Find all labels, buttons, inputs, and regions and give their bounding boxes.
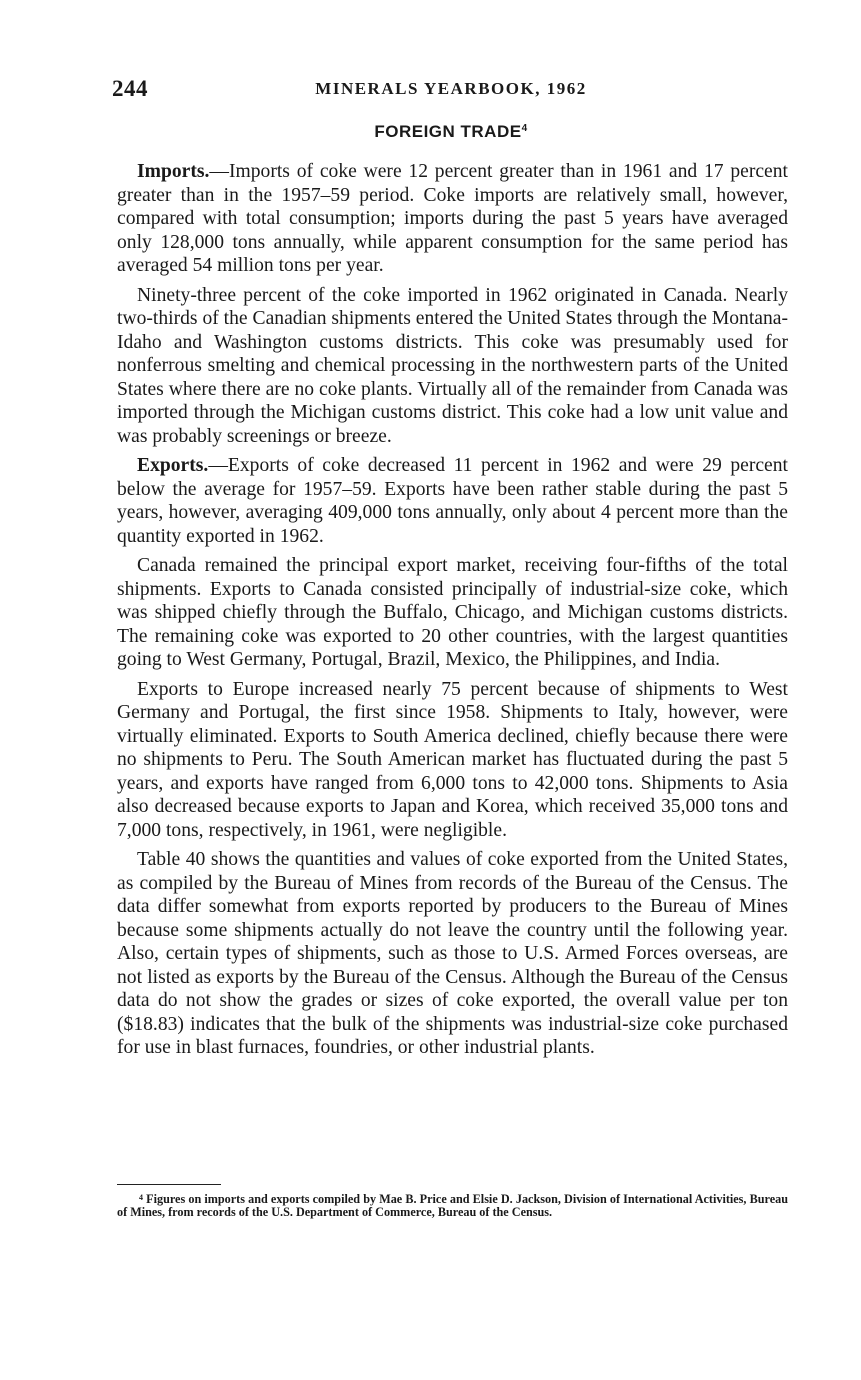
paragraph-text: —Imports of coke were 12 percent greater than in 1961 and 17 percent greater than in the 1957–59 period. Coke imports are relatively small, however, compared with total consumption; imports during the past 5 years have averaged only 128,000 tons annually, while apparent consumption for the same period has averaged 54 million tons per year. [117,161,788,276]
paragraph-canada-imports [117,284,788,449]
footnote-reference: 4 [521,123,528,134]
paragraph-lead: Imports. [137,161,210,182]
paragraph-text: Table 40 shows the quantities and values of coke exported from the United States, as compiled by the Bureau of Mines from records of the Bureau of the Census. The data differ somewhat from exports reported by producers to the Bureau of Mines because some shipments actually do not leave the country until the following year. Also, certain types of shipments, such as those to U.S. Armed Forces overseas, are not listed as exports by the Bureau of the Census. Although the Bureau of the Census data do not show the grades or sizes of coke exported, the overall value per ton ($18.83) indicates that the bulk of the shipments was industrial-size coke purchased for use in blast furnaces, foundries, or other industrial plants. [117,849,788,1058]
paragraph-europe-exports [117,678,788,843]
paragraph-text: —Exports of coke decreased 11 percent in 1962 and were 29 percent below the average for 1957–59. Exports have been rather stable during the past 5 years, however, averaging 409,000 tons annually, only about 4 percent more than the quantity exported in 1962. [117,455,788,547]
footnote-divider [117,1184,221,1185]
body-text [117,160,788,1066]
paragraph-text: Ninety-three percent of the coke imported in 1962 originated in Canada. Nearly two-thirds of the Canadian shipments entered the United States through the Montana-Idaho and Washington customs districts. This coke was presumably used for nonferrous smelting and chemical processing in the northwestern parts of the United States where there are no coke plants. Virtually all of the remainder from Canada was imported through the Michigan customs district. This coke had a low unit value and was probably screenings or breeze. [117,284,788,447]
journal-title: MINERALS YEARBOOK, 1962 [315,79,587,98]
paragraph-lead: Exports. [137,455,209,476]
paragraph-text: Canada remained the principal export market, receiving four-fifths of the total shipments. Exports to Canada consisted principally of industrial-size coke, which was shipped chiefly through the Buffalo, Chicago, and Michigan customs districts. The remaining coke was exported to 20 other countries, with the largest quantities going to West Germany, Portugal, Brazil, Mexico, the Philippines, and India. [117,555,788,670]
section-heading [112,122,790,142]
footnote [117,1191,788,1219]
paragraph-table-40 [117,848,788,1060]
running-head [112,76,790,106]
paragraph-text: Exports to Europe increased nearly 75 percent because of shipments to West Germany and Portugal, the first since 1958. Shipments to Italy, however, were virtually eliminated. Exports to South America declined, chiefly because there were no shipments to Peru. The South American market has fluctuated during the past 5 years, and exports have ranged from 6,000 tons to 42,000 tons. Shipments to Asia also decreased because exports to Japan and Korea, which received 35,000 tons and 7,000 tons, respectively, in 1961, were negligible. [117,678,788,841]
paragraph-imports [117,160,788,278]
page-number: 244 [112,76,148,101]
section-heading-text: FOREIGN TRADE [374,122,522,141]
paragraph-canada-exports [117,554,788,672]
footnote-text: Figures on imports and exports compiled by Mae B. Price and Elsie D. Jackson, Division of International Activities, Bureau of Mines, from records of the U.S. Department of Commerce, Bureau of the Census. [117,1192,788,1219]
paragraph-exports [117,454,788,548]
footnote-marker: 4 [139,1193,143,1202]
